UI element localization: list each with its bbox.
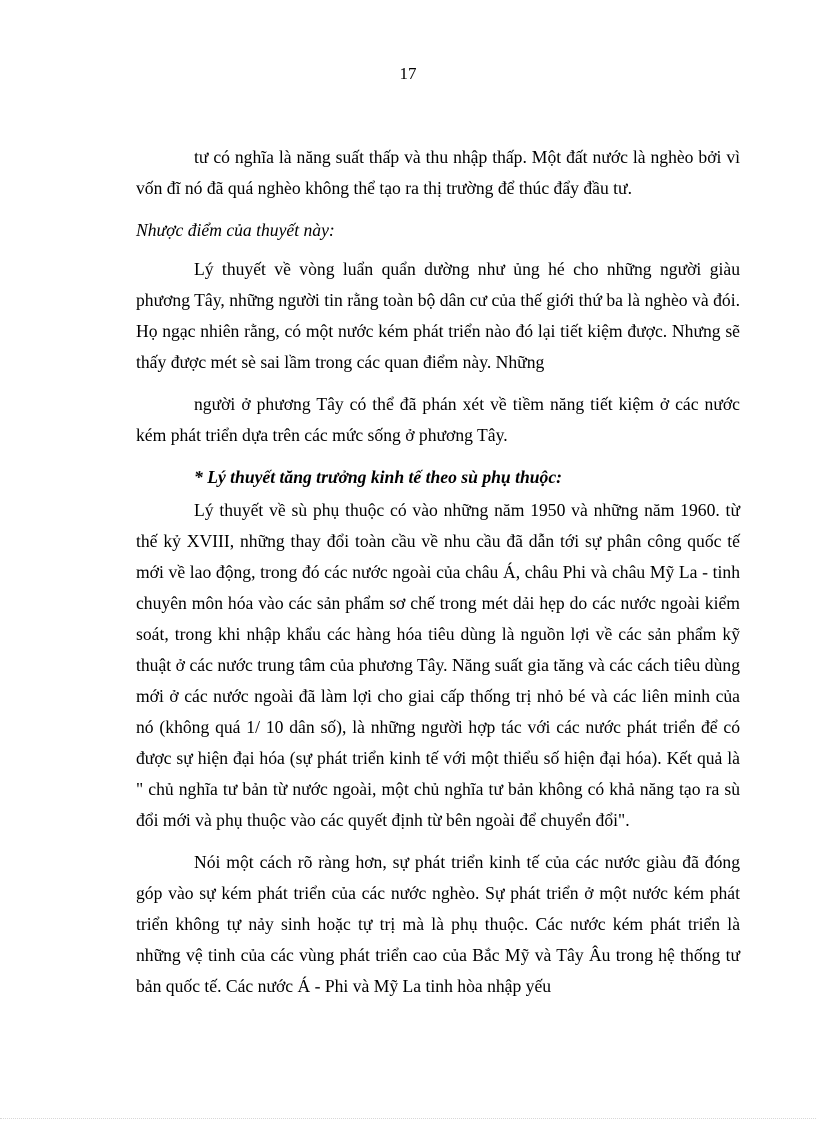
section-heading: * Lý thuyết tăng trưởng kinh tế theo sù phụ thuộc: <box>194 467 563 487</box>
paragraph-5: Nói một cách rõ ràng hơn, sự phát triển kinh tế của các nước giàu đã đóng góp vào sự kém phát triển của các nước nghèo. Sự phát triển ở một nước kém phát triển không tự nảy sinh hoặc tự trị mà là phụ thuộc. Các nước kém phát triển là những vệ tinh của các vùng phát triển cao của Bắc Mỹ và Tây Âu trong hệ thống tư bản quốc tế. Các nước Á - Phi và Mỹ La tinh hòa nhập yếu <box>136 852 740 996</box>
weakness-label: Nhược điểm của thuyết này: <box>136 220 335 240</box>
document-body <box>136 142 740 1002</box>
paragraph-1: tư có nghĩa là năng suất thấp và thu nhập thấp. Một đất nước là nghèo bởi vì vốn đĩ nó đã quá nghèo không thể tạo ra thị trường để thúc đẩy đầu tư. <box>136 147 740 198</box>
page-bottom-divider <box>0 1118 816 1119</box>
page-number: 17 <box>399 64 417 83</box>
paragraph-2: Lý thuyết về vòng luẩn quẩn dường như ủng hé cho những người giàu phương Tây, những người tin rằng toàn bộ dân cư của thế giới thứ ba là nghèo và đói. Họ ngạc nhiên rằng, có một nước kém phát triển nào đó lại tiết kiệm được. Nhưng sẽ thấy được mét sè sai lầm trong các quan điểm này. Những <box>136 259 740 372</box>
paragraph-3: người ở phương Tây có thể đã phán xét về tiềm năng tiết kiệm ở các nước kém phát triển dựa trên các mức sống ở phương Tây. <box>136 394 740 445</box>
paragraph-4: Lý thuyết về sù phụ thuộc có vào những năm 1950 và những năm 1960. từ thế kỷ XVIII, những thay đổi toàn cầu về nhu cầu đã dẫn tới sự phân công quốc tế mới về lao động, trong đó các nước ngoài của châu Á, châu Phi và châu Mỹ La - tinh chuyên môn hóa vào các sản phẩm sơ chế trong mét dải hẹp do các nước ngoài kiểm soát, trong khi nhập khẩu các hàng hóa tiêu dùng là nguồn lợi về các sản phẩm kỹ thuật ở các nước trung tâm của phương Tây. Năng suất gia tăng và các cách tiêu dùng mới ở các nước ngoài đã làm lợi cho giai cấp thống trị nhỏ bé và các liên minh của nó (không quá 1/ 10 dân số), là những người hợp tác với các nước phát triển để có được sự hiện đại hóa (sự phát triển kinh tế với một thiểu số hiện đại hóa). Kết quả là " chủ nghĩa tư bản từ nước ngoài, một chủ nghĩa tư bản không có khả năng tạo ra sù đổi mới và phụ thuộc vào các quyết định từ bên ngoài để chuyển đổi". <box>136 500 740 830</box>
